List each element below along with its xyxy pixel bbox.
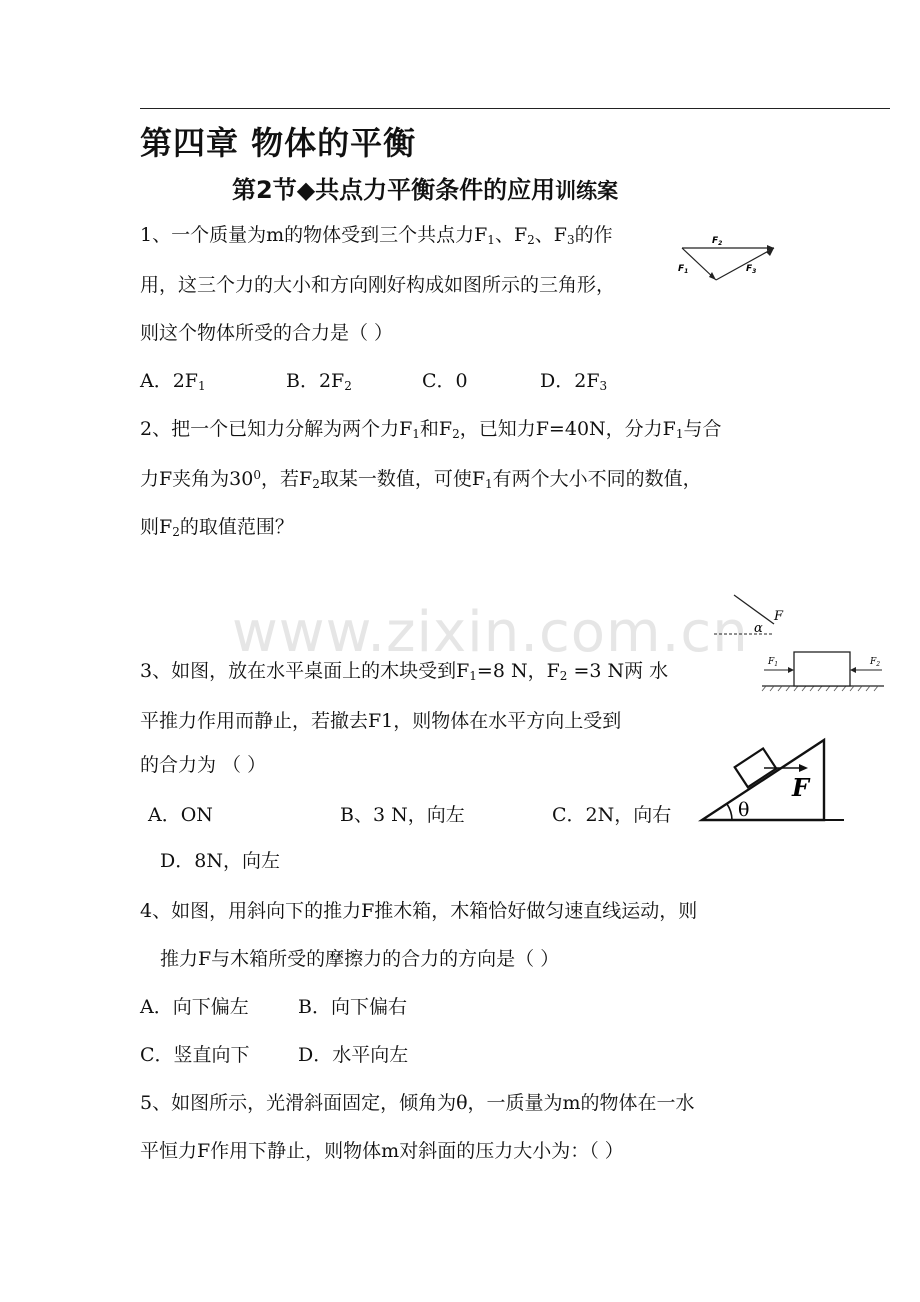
q4-option-b: B．向下偏右 — [298, 996, 407, 1018]
q5-line-1: 5、如图所示，光滑斜面固定，倾角为θ，一质量为m的物体在一水 — [140, 1092, 695, 1114]
superscript: 0 — [253, 468, 262, 482]
q4-option-c: C．竖直向下 — [140, 1044, 250, 1066]
q1-line-1 — [140, 222, 613, 248]
force-triangle-figure — [674, 228, 784, 286]
fig-label-f2: $F_2$ — [712, 236, 723, 247]
q4-option-a: A．向下偏左 — [140, 996, 249, 1018]
block-forces-figure — [758, 644, 888, 692]
force-label: F — [792, 773, 810, 802]
angled-force-figure — [712, 590, 792, 640]
q1-text: 、F — [534, 224, 567, 246]
subscript: 1 — [469, 669, 477, 683]
fig-label-f1: $F_1$ — [768, 657, 779, 668]
fig-label-f1: $F_1$ — [678, 264, 689, 275]
q3-text: 3、如图，放在水平桌面上的木块受到F — [140, 660, 470, 682]
subscript: 2 — [344, 379, 352, 393]
q4-option-d: D．水平向左 — [298, 1044, 409, 1066]
q3-line-1 — [140, 658, 668, 684]
chapter-title: 第四章 物体的平衡 — [140, 124, 417, 162]
q2-text: 有两个大小不同的数值， — [492, 468, 702, 490]
q1-text: 1、一个质量为m的物体受到三个共点力F — [140, 224, 488, 246]
q1-option-c: C．0 — [422, 370, 468, 392]
q1-option-a — [140, 368, 206, 394]
subscript: 2 — [172, 525, 180, 539]
q3-option-c: C．2N，向右 — [552, 804, 672, 826]
section-title-suffix: 训练案 — [555, 179, 619, 203]
q2-text: ，若F — [261, 468, 313, 490]
subscript: 2 — [527, 233, 535, 247]
option-text: D．2F — [540, 370, 600, 392]
subscript: 3 — [599, 379, 608, 393]
q3-option-b: B、3 N，向左 — [340, 804, 465, 826]
wood-block — [794, 652, 850, 686]
subscript: 2 — [452, 427, 460, 441]
q4-line-2: 推力F与木箱所受的摩擦力的合力的方向是（ ） — [160, 948, 560, 970]
q2-text: 和F — [419, 418, 453, 440]
fig-label-f3: $F_3$ — [746, 264, 757, 275]
q1-text: 、F — [494, 224, 528, 246]
q3-option-d: D．8N，向左 — [160, 850, 280, 872]
header-rule — [140, 108, 890, 109]
q2-line-3 — [140, 514, 294, 540]
q2-text: 与合 — [683, 418, 722, 440]
q1-line-2: 用，这三个力的大小和方向刚好构成如图所示的三角形， — [140, 274, 616, 296]
q2-text: ，已知力F=40N，分力F — [459, 418, 676, 440]
q3-line-2: 平推力作用而静止，若撤去F1，则物体在水平方向上受到 — [140, 710, 622, 732]
q2-text: 2、把一个已知力分解为两个力F — [140, 418, 413, 440]
incline-figure — [690, 734, 850, 826]
fig-label-f2: $F_2$ — [870, 657, 881, 668]
q1-option-d — [540, 368, 607, 394]
option-text: B．2F — [286, 370, 345, 392]
section-title-main: 第2节◆共点力平衡条件的应用 — [232, 176, 556, 204]
q5-line-2: 平恒力F作用下静止，则物体m对斜面的压力大小为：（ ） — [140, 1140, 624, 1162]
theta-label: θ — [738, 799, 750, 821]
arrow-head-icon — [788, 667, 794, 673]
arrow-head-icon — [709, 272, 716, 280]
q3-option-a: A．ON — [148, 804, 213, 826]
q2-line-1 — [140, 416, 722, 442]
subscript: 2 — [559, 669, 568, 683]
q2-line-2 — [140, 466, 702, 492]
q1-text: 的作 — [574, 224, 613, 246]
triangle-right-side — [716, 248, 774, 280]
force-line — [734, 595, 774, 624]
q2-text: 取某一数值，可使F — [319, 468, 486, 490]
q2-text: 的取值范围？ — [179, 516, 294, 538]
arrow-head-icon — [850, 667, 856, 673]
subscript: 1 — [412, 427, 420, 441]
section-title — [232, 170, 618, 205]
alpha-label: α — [754, 621, 763, 636]
subscript: 3 — [566, 233, 575, 247]
subscript: 1 — [675, 427, 684, 441]
q1-option-b — [286, 368, 352, 394]
option-text: A．2F — [140, 370, 198, 392]
subscript: 1 — [485, 477, 493, 491]
q2-text: 则F — [140, 516, 173, 538]
q1-line-3: 则这个物体所受的合力是（ ） — [140, 322, 394, 344]
force-label: F — [774, 609, 784, 624]
watermark: www.zixin.com.cn — [232, 600, 749, 665]
q4-line-1: 4、如图，用斜向下的推力F推木箱，木箱恰好做匀速直线运动，则 — [140, 900, 698, 922]
subscript: 2 — [312, 477, 320, 491]
subscript: 1 — [487, 233, 495, 247]
subscript: 1 — [198, 379, 206, 393]
table-hatching — [762, 686, 878, 691]
q3-text: =3 N两 水 — [567, 660, 669, 682]
q3-text: =8 N，F — [476, 660, 560, 682]
q3-line-3: 的合力为 （ ） — [140, 754, 267, 776]
q2-text: 力F夹角为30 — [140, 468, 254, 490]
